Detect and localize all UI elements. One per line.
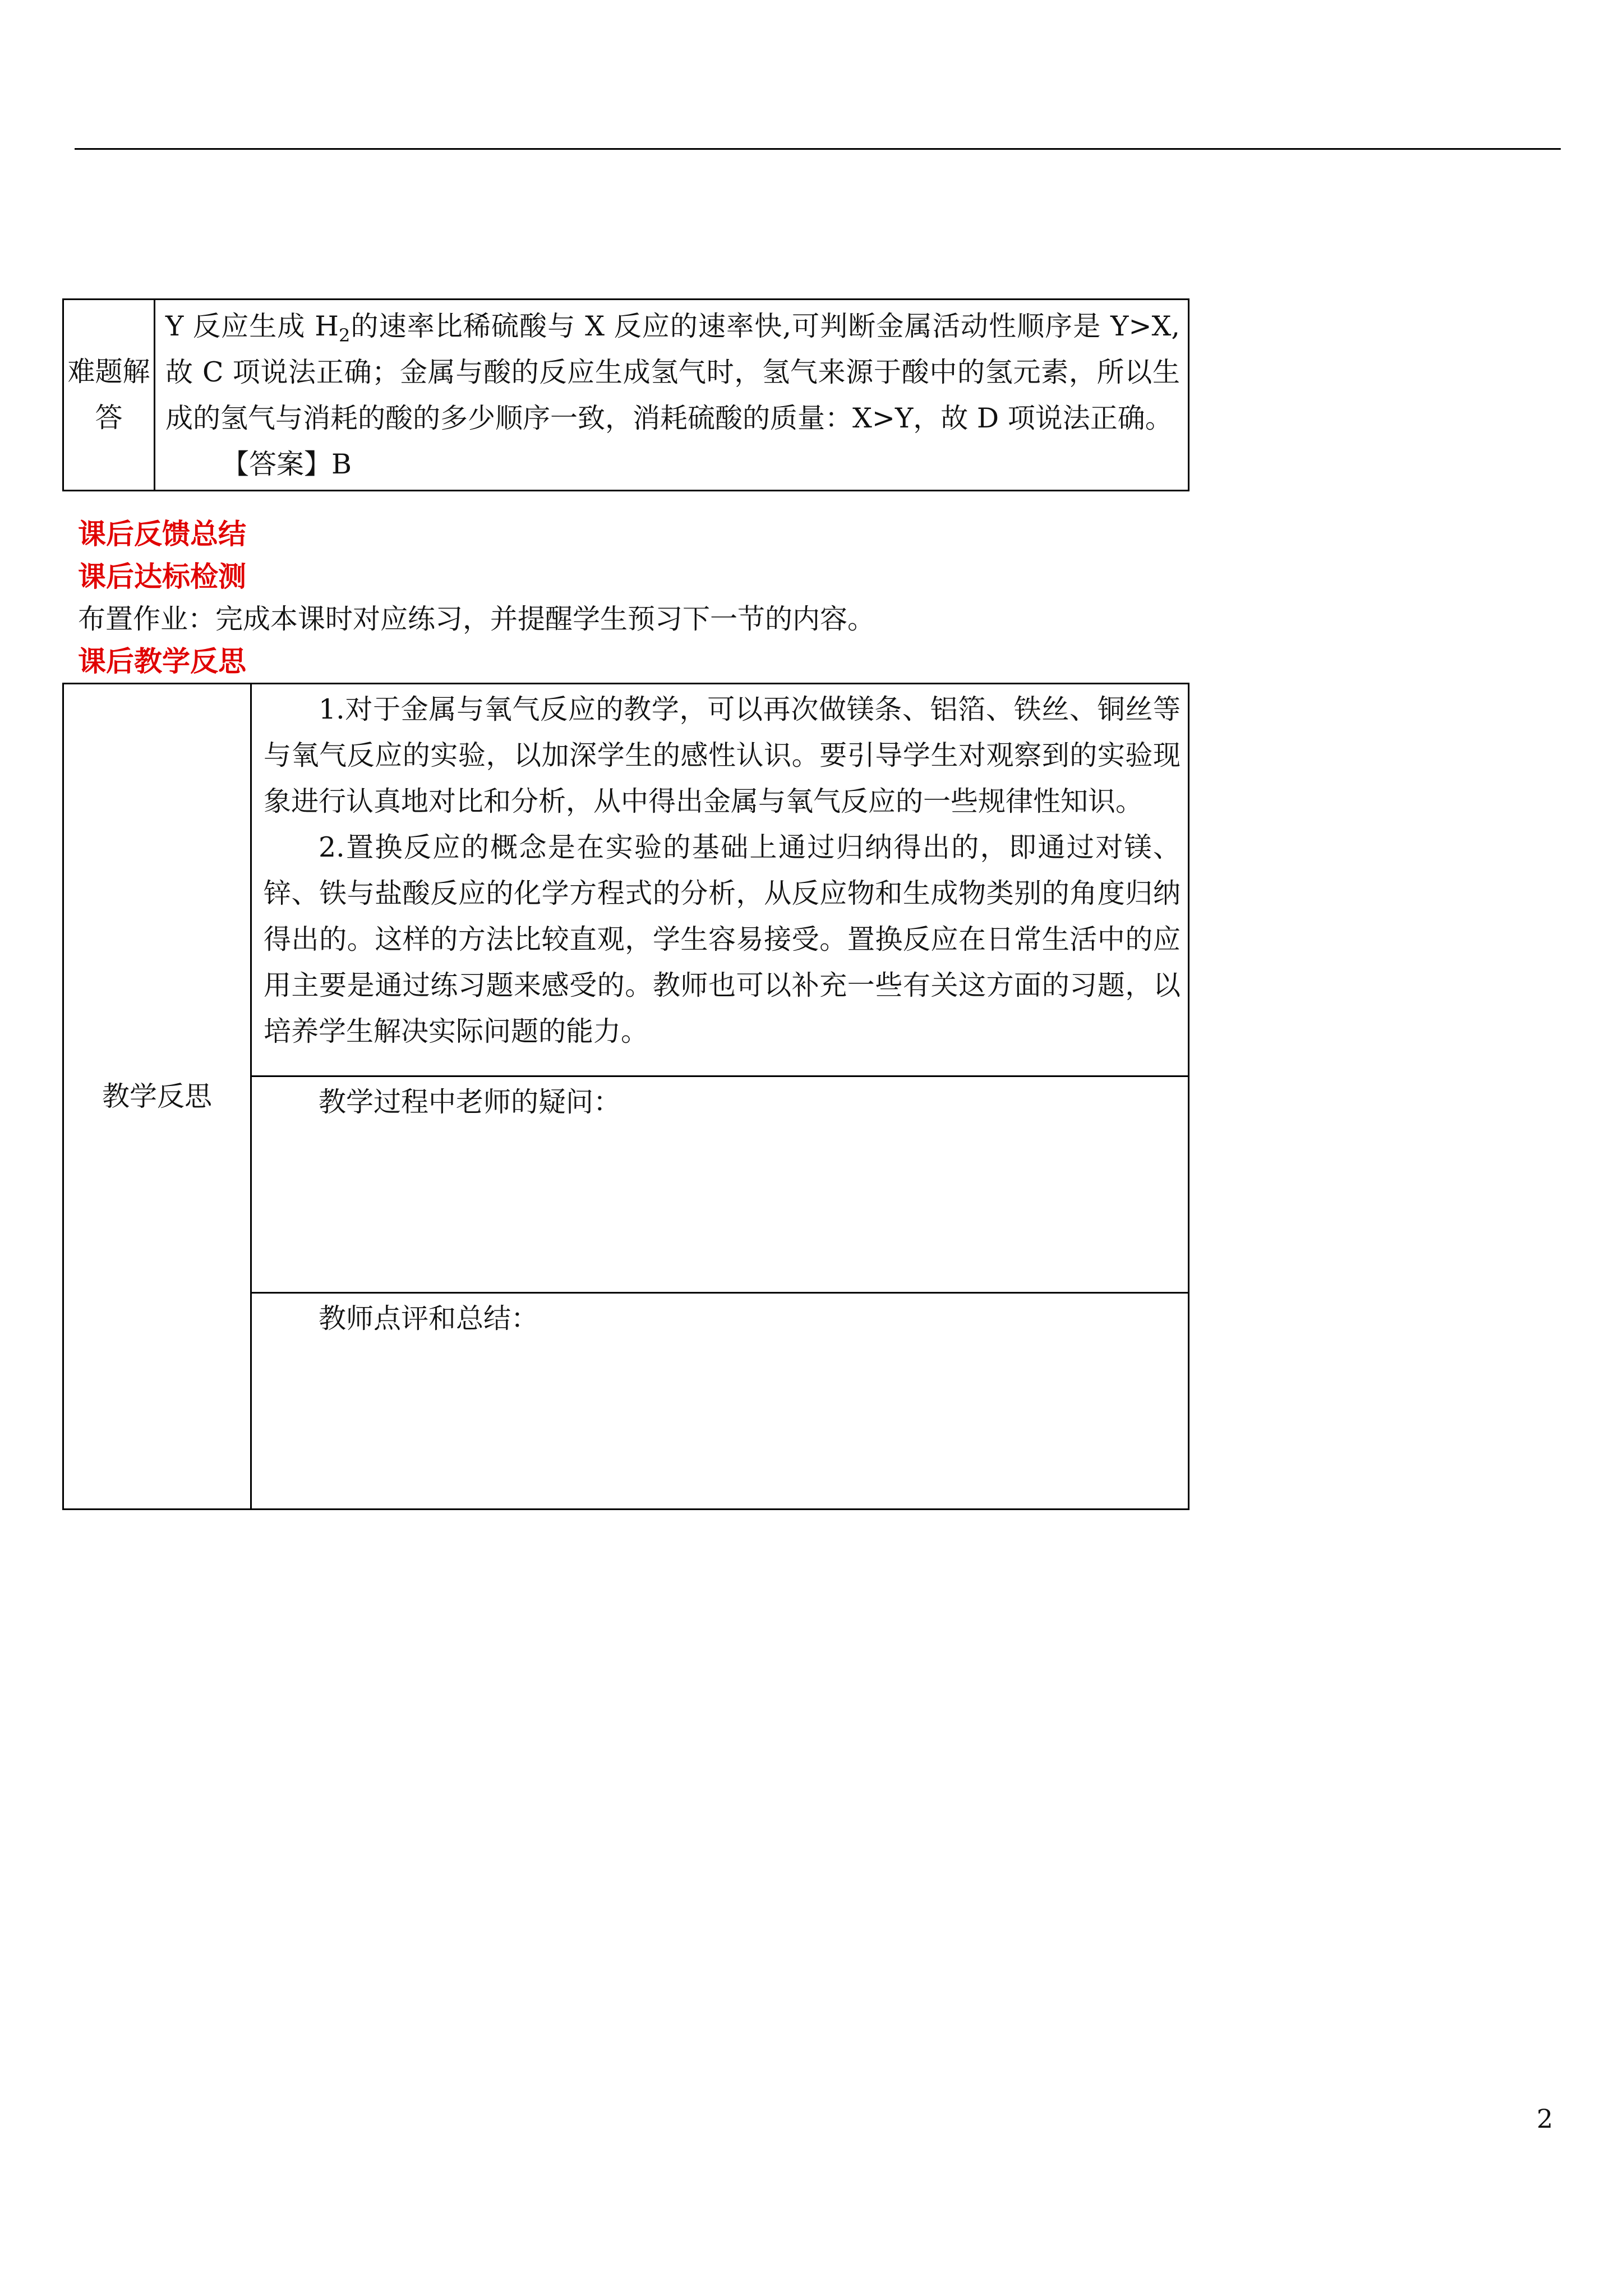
answer-table-content bbox=[155, 300, 1189, 491]
teacher-questions-label: 教学过程中老师的疑问： bbox=[319, 1086, 621, 1118]
reflection-section-title: 课后教学反思 bbox=[78, 645, 246, 678]
reflection-table-label: 教学反思 bbox=[63, 684, 251, 1510]
reflection-paragraph-2: 2.置换反应的概念是在实验的基础上通过归纳得出的，即通过对镁、锌、铁与盐酸反应的化学方程式的分析，从反应物和生成物类别的角度归纳得出的。这样的方法比较直观，学生容易接受。置换反应在日常生活中的应用主要是通过练习题来感受的。教师也可以补充一些有关这方面的习题，以培养学生解决实际问题的能力。 bbox=[264, 831, 1181, 1047]
answer-table-label: 难题解答 bbox=[63, 300, 155, 491]
reflection-paragraph-1: 1.对于金属与氧气反应的教学，可以再次做镁条、铝箔、铁丝、铜丝等与氧气反应的实验，以加深学生的感性认识。要引导学生对观察到的实验现象进行认真地对比和分析，从中得出金属与氧气反应的一些规律性知识。 bbox=[264, 693, 1181, 817]
answer-explanation bbox=[165, 310, 1180, 434]
feedback-section-title: 课后反馈总结 bbox=[78, 518, 246, 550]
header-rule bbox=[75, 148, 1561, 150]
answer-line: 【答案】B bbox=[222, 448, 352, 480]
teacher-questions-cell bbox=[251, 1076, 1189, 1293]
explanation-part-2: 的速率比稀硫酸与 X 反应的速率快,可判断金属活动性顺序是 Y>X,故 C 项说法正确；金属与酸的反应生成氢气时，氢气来源于酸中的氢元素，所以生成的氢气与消耗的酸的多少顺序一致，消耗硫酸的质量：X>Y，故 D 项说法正确。 bbox=[165, 310, 1180, 434]
reflection-content-cell bbox=[251, 684, 1189, 1076]
page-number: 2 bbox=[1537, 2104, 1553, 2134]
teacher-comment-cell bbox=[251, 1293, 1189, 1510]
homework-line: 布置作业：完成本课时对应练习，并提醒学生预习下一节的内容。 bbox=[78, 603, 875, 635]
h2-subscript: 2 bbox=[338, 324, 351, 346]
teacher-comment-label: 教师点评和总结： bbox=[319, 1303, 539, 1335]
reflection-table bbox=[62, 683, 1189, 1510]
explanation-part-1: Y 反应生成 H bbox=[165, 310, 339, 342]
test-section-title: 课后达标检测 bbox=[78, 560, 246, 593]
answer-table bbox=[62, 298, 1189, 491]
